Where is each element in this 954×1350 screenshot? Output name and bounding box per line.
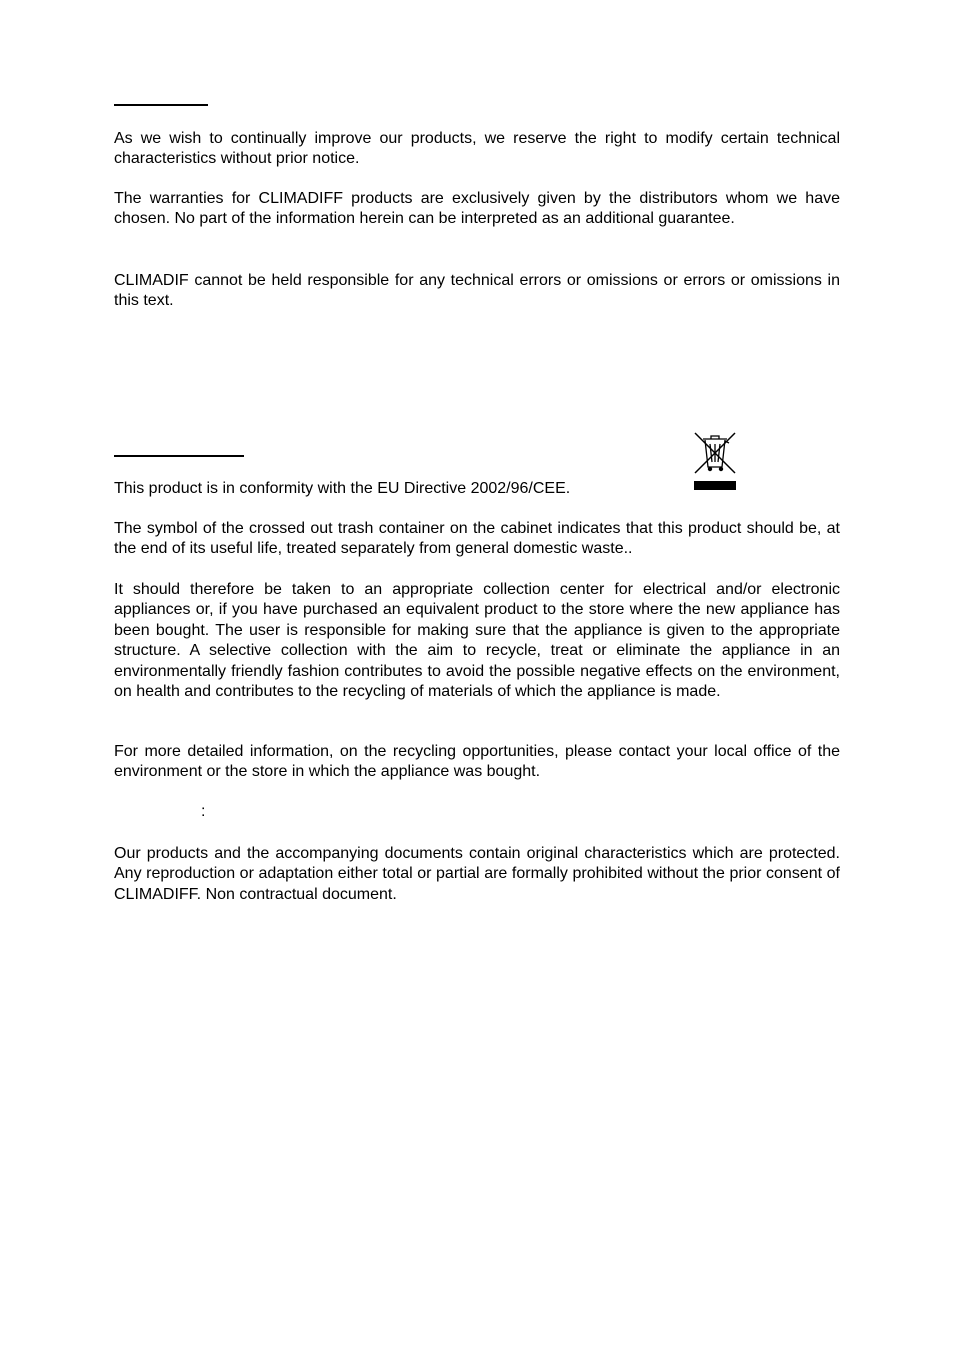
recycling-paragraph-2: The symbol of the crossed out trash container on the cabinet indicates that this product should be, at the end of its useful life, treated separately from general domestic waste.. xyxy=(114,520,840,558)
disclaimer-paragraph-2: The warranties for CLIMADIFF products are exclusively given by the distributors whom we have chosen. No part of the information herein can be interpreted as an additional guarantee. xyxy=(114,190,840,228)
section-heading-rule-disclaimer xyxy=(114,104,208,106)
recycling-paragraph-3: It should therefore be taken to an appropriate collection center for electrical and/or electronic appliances or, if you have purchased an equivalent product to the store where the new appliance has been bought. The user is responsible for making sure that the appliance is given to the appropriate structure. A selective collection with the aim to recycle, treat or eliminate the appliance in an environmentally friendly fashion contributes to avoid the possible negative effects on the environment, on health and contributes to the recycling of materials of which the appliance is made. xyxy=(114,581,840,701)
section-heading-rule-recycling xyxy=(114,455,244,457)
disclaimer-paragraph-3: CLIMADIF cannot be held responsible for any technical errors or omissions or errors or omissions in this text. xyxy=(114,272,840,310)
recycling-paragraph-4: For more detailed information, on the recycling opportunities, please contact your local office of the environment or the store in which the appliance was bought. xyxy=(114,743,840,781)
copyright-heading-colon: : xyxy=(201,803,206,820)
copyright-paragraph: Our products and the accompanying documents contain original characteristics which are protected. Any reproduction or adaptation either total or partial are formally prohibited without the prior consent of CLIMADIFF. Non contractual document. xyxy=(114,845,840,903)
recycling-paragraph-1: This product is in conformity with the EU Directive 2002/96/CEE. xyxy=(114,480,571,497)
disclaimer-paragraph-1: As we wish to continually improve our products, we reserve the right to modify certain technical characteristics without prior notice. xyxy=(114,130,840,168)
